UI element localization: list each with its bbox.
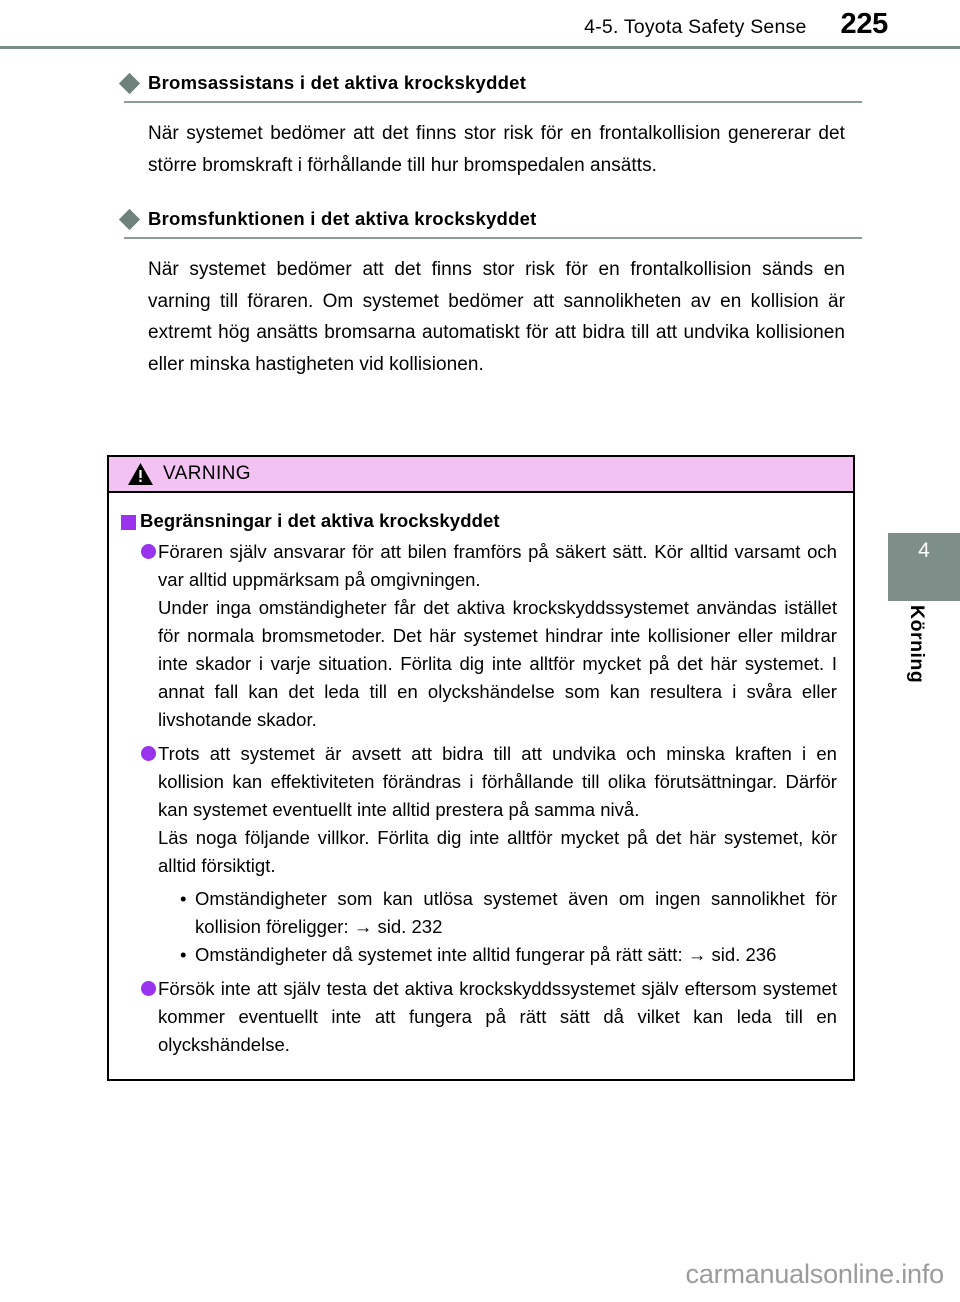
warning-sub-item-label: Omständigheter då systemet inte alltid fungerar på rätt sätt: → sid. 236 xyxy=(195,944,777,965)
dash-bullet-icon: • xyxy=(180,888,187,909)
header-inner xyxy=(584,8,888,41)
warning-box xyxy=(107,455,855,1081)
round-bullet-icon xyxy=(141,981,156,996)
warning-item-text: Föraren själv ansvarar för att bilen framförs på säkert sätt. Kör alltid varsamt och var alltid uppmärksam på omgivningen. xyxy=(158,541,837,590)
section-heading-label: Bromsfunktionen i det aktiva krockskyddet xyxy=(148,208,537,229)
section-underline xyxy=(124,101,862,103)
warning-triangle-icon xyxy=(127,462,154,486)
warning-item-text: Försök inte att själv testa det aktiva krockskyddssystemet själv eftersom systemet kommer eventuellt inte att fungera på rätt sätt då vilket kan leda till en olyckshändelse. xyxy=(158,978,837,1055)
warning-list-item-body xyxy=(158,538,837,734)
warning-item-continuation: Läs noga följande villkor. Förlita dig inte alltför mycket på det här systemet, kör alltid försiktigt. xyxy=(158,827,837,876)
warning-item-continuation: Under inga omständigheter får det aktiva krockskyddssystemet användas istället för normala bromsmetoder. Det här systemet hindrar inte kollisioner eller mildrar inte skador i varje situation. Förlita dig inte alltför mycket på det här systemet. I annat fall kan det leda till en olyckshändelse som kan resultera i svåra eller livshotande skador. xyxy=(158,597,837,730)
page-number: 225 xyxy=(840,8,888,40)
section-paragraph: När systemet bedömer att det finns stor risk för en frontalkollision sänds en varning till föraren. Om systemet bedömer att sannolikheten av en kollision är extremt hög ansätts bromsarna automatiskt för att bidra till att undvika kollisionen eller minska hastigheten vid kollisionen. xyxy=(148,259,845,375)
chapter-label: Körning xyxy=(906,605,928,684)
warning-list-item xyxy=(121,538,837,734)
diamond-icon xyxy=(119,72,140,93)
chapter-tab xyxy=(888,533,960,601)
spacer xyxy=(107,181,862,198)
warning-body xyxy=(109,493,853,1079)
diamond-icon xyxy=(119,208,140,229)
warning-sub-list xyxy=(158,885,837,969)
main-content xyxy=(107,62,862,380)
section-paragraph: När systemet bedömer att det finns stor risk för en frontalkollision genererar det större bromskraft i förhållande till hur bromspedalen ansätts. xyxy=(148,123,845,176)
section-heading xyxy=(107,208,862,230)
header-section-title: 4-5. Toyota Safety Sense xyxy=(584,16,807,38)
warning-sub-item-label: Omständigheter som kan utlösa systemet även om ingen sannolikhet för kollision föreligger: → sid. 232 xyxy=(195,888,837,937)
header-divider xyxy=(0,46,960,49)
warning-sub-item xyxy=(180,941,837,969)
section-bromsfunktionen xyxy=(107,208,862,380)
warning-title-bar xyxy=(109,457,853,493)
warning-list-item-body xyxy=(158,975,837,1059)
section-heading xyxy=(107,72,862,94)
page-header xyxy=(0,0,960,48)
warning-list-item-body xyxy=(158,740,837,969)
section-bromsassistans xyxy=(107,72,862,181)
section-heading-label: Bromsassistans i det aktiva krockskyddet xyxy=(148,72,527,93)
chapter-number: 4 xyxy=(918,539,930,562)
dash-bullet-icon: • xyxy=(180,944,187,965)
round-bullet-icon xyxy=(141,746,156,761)
warning-item-text: Trots att systemet är avsett att bidra till att undvika och minska kraften i en kollision kan effektiviteten förändras i förhållande till olika förutsättningar. Därför kan systemet eventuellt inte alltid prestera på samma nivå. xyxy=(158,743,837,820)
footer-watermark: carmanualsonline.info xyxy=(685,1259,944,1289)
warning-subheading xyxy=(121,510,837,532)
warning-list-item xyxy=(121,975,837,1059)
section-underline xyxy=(124,237,862,239)
warning-sub-item xyxy=(180,885,837,941)
warning-title-label: VARNING xyxy=(163,463,251,484)
round-bullet-icon xyxy=(141,544,156,559)
warning-subheading-label: Begränsningar i det aktiva krockskyddet xyxy=(140,510,500,531)
warning-list-item xyxy=(121,740,837,969)
square-bullet-icon xyxy=(121,515,136,530)
